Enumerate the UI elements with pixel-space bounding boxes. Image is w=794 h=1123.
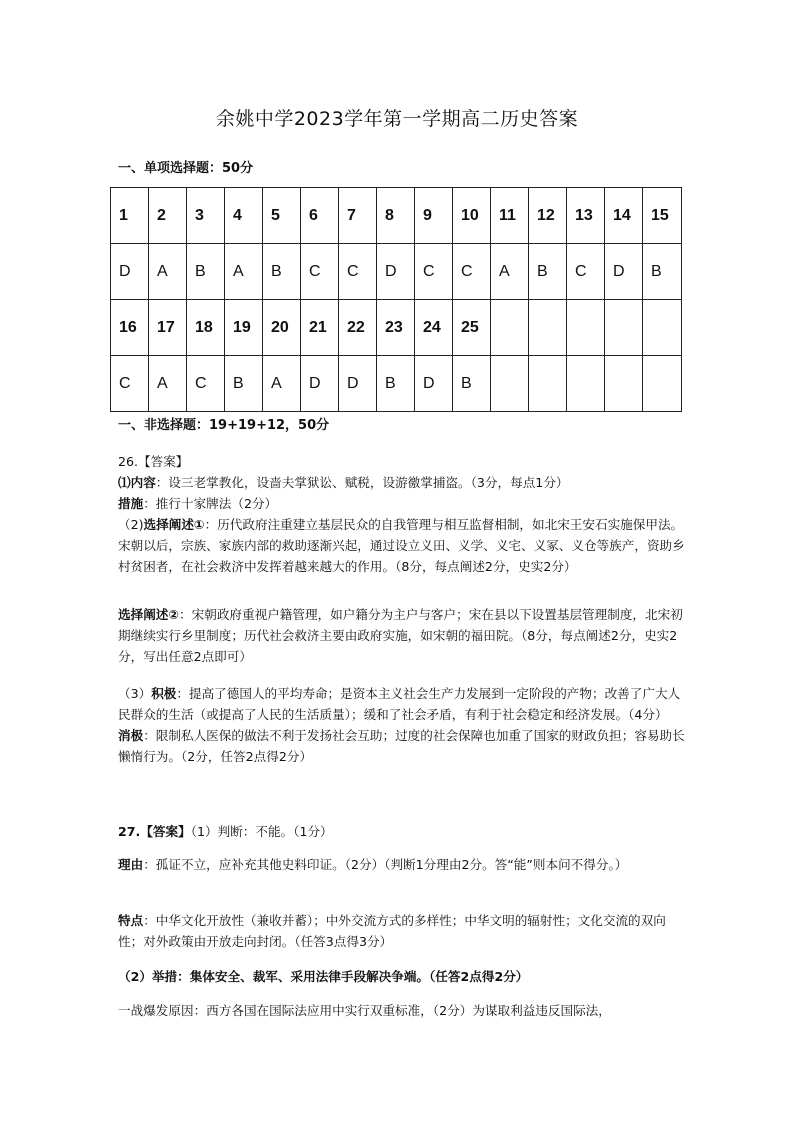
table-cell: 10 <box>453 188 491 244</box>
answer-letter-row <box>111 244 682 300</box>
table-cell: 4 <box>225 188 263 244</box>
q26-part3-negative <box>118 725 688 767</box>
table-cell: 3 <box>187 188 225 244</box>
q26-content-text: ：设三老掌教化，设啬夫掌狱讼、赋税，设游徼掌捕盗。（3分，每点1分） <box>155 475 569 490</box>
q26-part1-content <box>118 472 688 493</box>
table-cell: D <box>301 356 339 412</box>
table-cell: 20 <box>263 300 301 356</box>
table-cell: 15 <box>643 188 682 244</box>
table-cell: 19 <box>225 300 263 356</box>
table-cell <box>529 300 567 356</box>
section-heading-essay: 一、非选择题：19+19+12，50分 <box>118 418 330 433</box>
q27-part1-feature <box>118 910 688 952</box>
table-cell: 22 <box>339 300 377 356</box>
table-cell: 21 <box>301 300 339 356</box>
table-cell: A <box>149 356 187 412</box>
table-cell <box>643 300 682 356</box>
page-title: 余姚中学2023学年第一学期高二历史答案 <box>215 108 579 130</box>
table-cell: 14 <box>605 188 643 244</box>
table-cell: 7 <box>339 188 377 244</box>
q27-part1-judgement <box>118 821 688 842</box>
table-cell: 18 <box>187 300 225 356</box>
q26-label-negative: 消极 <box>118 728 144 743</box>
table-cell: 6 <box>301 188 339 244</box>
q27-part2-cause: 一战爆发原因：西方各国在国际法应用中实行双重标准，（2分）为谋取利益违反国际法， <box>118 1003 611 1018</box>
table-cell: A <box>149 244 187 300</box>
question-26-answer <box>118 451 688 577</box>
q26-label-measure: 措施 <box>118 496 144 511</box>
q26-measure-text: ：推行十家牌法（2分） <box>143 496 278 511</box>
table-cell: D <box>339 356 377 412</box>
q27-feature-block <box>118 910 688 952</box>
q26-label-positive: 积极 <box>151 686 177 701</box>
table-cell <box>491 300 529 356</box>
table-cell: 25 <box>453 300 491 356</box>
q26-label-option2: 选择阐述② <box>118 607 180 622</box>
table-cell: C <box>567 244 605 300</box>
table-cell: 24 <box>415 300 453 356</box>
table-cell: 16 <box>111 300 149 356</box>
q26-part2-option2-block <box>118 604 688 667</box>
table-cell: 12 <box>529 188 567 244</box>
table-cell: D <box>377 244 415 300</box>
q27-part2-cause-block <box>118 1000 688 1021</box>
table-cell: C <box>111 356 149 412</box>
table-cell: C <box>453 244 491 300</box>
table-cell: D <box>415 356 453 412</box>
table-cell: 11 <box>491 188 529 244</box>
q27-part2-block <box>118 966 688 987</box>
table-cell: C <box>339 244 377 300</box>
q27-label-reason: 理由 <box>118 857 144 872</box>
question-number-row <box>111 188 682 244</box>
table-cell: C <box>301 244 339 300</box>
table-cell: B <box>643 244 682 300</box>
q26-label-option1: 选择阐述① <box>143 517 205 532</box>
table-cell: 8 <box>377 188 415 244</box>
table-cell: B <box>529 244 567 300</box>
q26-part3-block <box>118 683 688 767</box>
q26-negative-text: ：限制私人医保的做法不利于发扬社会互助；过度的社会保障也加重了国家的财政负担；容易助长懒惰行为。（2分，任答2点得2分） <box>118 728 685 764</box>
q26-part2-prefix: （2) <box>118 517 144 532</box>
table-cell <box>605 356 643 412</box>
table-cell <box>529 356 567 412</box>
table-cell: A <box>225 244 263 300</box>
q26-part3-prefix: （3） <box>118 686 152 701</box>
table-cell <box>643 356 682 412</box>
q27-reason-block <box>118 854 688 875</box>
table-cell: B <box>263 244 301 300</box>
q27-feature-text: ：中华文化开放性（兼收并蓄）；中外交流方式的多样性；中华文明的辐射性；文化交流的双向性；对外政策由开放走向封闭。（任答3点得3分） <box>118 913 666 949</box>
q26-part1-measure <box>118 493 688 514</box>
q26-heading: 26.【答案】 <box>118 454 189 469</box>
q27-reason-text: ：孤证不立，应补充其他史料印证。（2分）（判断1分理由2分。答“能”则本问不得分。） <box>143 857 628 872</box>
table-cell: 2 <box>149 188 187 244</box>
table-cell <box>491 356 529 412</box>
answer-letter-row <box>111 356 682 412</box>
q27-part2-measures: （2）举措：集体安全、裁军、采用法律手段解决争端。（任答2点得2分） <box>118 969 529 984</box>
q27-heading: 27.【答案】 <box>118 824 191 839</box>
table-cell: 5 <box>263 188 301 244</box>
answer-table <box>110 187 682 412</box>
table-cell: B <box>225 356 263 412</box>
q26-positive-text: ：提高了德国人的平均寿命；是资本主义社会生产力发展到一定阶段的产物；改善了广大人民群众的生活（或提高了人民的生活质量）；缓和了社会矛盾，有利于社会稳定和经济发展。（4分） <box>118 686 681 722</box>
table-cell: B <box>377 356 415 412</box>
table-cell: D <box>605 244 643 300</box>
table-cell: 23 <box>377 300 415 356</box>
table-cell: C <box>187 356 225 412</box>
q27-label-feature: 特点 <box>118 913 144 928</box>
q27-part1-reason <box>118 854 688 875</box>
question-27-answer <box>118 821 688 842</box>
q26-part3-positive <box>118 683 688 725</box>
table-cell: D <box>111 244 149 300</box>
q27-judgement-text: （1）判断：不能。（1分） <box>190 824 333 839</box>
table-cell: B <box>453 356 491 412</box>
q26-option2-text: ：宋朝政府重视户籍管理，如户籍分为主户与客户；宋在县以下设置基层管理制度，北宋初期继续实行乡里制度；历代社会救济主要由政府实施，如宋朝的福田院。（8分，每点阐述2分，史实2分，写出任意2点即可） <box>118 607 683 664</box>
q26-label-content: ⑴内容 <box>118 475 156 490</box>
table-cell: A <box>491 244 529 300</box>
table-cell: A <box>263 356 301 412</box>
table-cell: B <box>187 244 225 300</box>
q26-part2-option1 <box>118 514 688 577</box>
table-cell: 9 <box>415 188 453 244</box>
table-cell: C <box>415 244 453 300</box>
section-heading-choice: 一、单项选择题：50分 <box>118 161 254 176</box>
table-cell <box>567 300 605 356</box>
table-cell: 13 <box>567 188 605 244</box>
table-cell <box>605 300 643 356</box>
q26-part2-option2 <box>118 604 688 667</box>
q26-option1-text: ：历代政府注重建立基层民众的自我管理与相互监督相制，如北宋王安石实施保甲法。宋朝以后，宗族、家族内部的救助逐渐兴起，通过设立义田、义学、义宅、义冢、义仓等族产，资助乡村贫困者，在社会救济中发挥着越来越大的作用。（8分，每点阐述2分，史实2分） <box>118 517 685 574</box>
question-number-row <box>111 300 682 356</box>
table-cell: 17 <box>149 300 187 356</box>
table-cell <box>567 356 605 412</box>
table-cell: 1 <box>111 188 149 244</box>
